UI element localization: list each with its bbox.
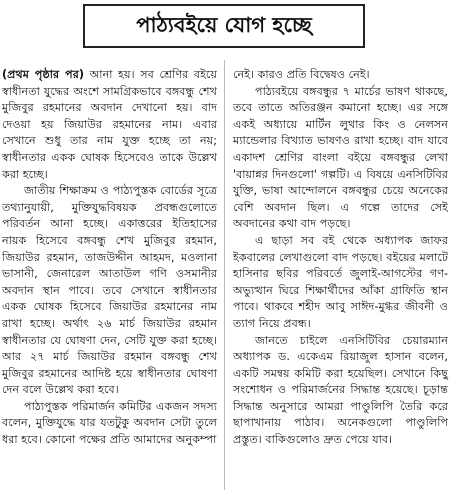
column-divider — [224, 60, 225, 490]
article-column-left — [2, 67, 217, 449]
paragraph-text: আনা হয়। সব শ্রেণির বইয়ে স্বাধীনতা যুদ্ধের অংশে সামগ্রিকভাবে বঙ্গবন্ধু শেখ মুজিবুর রহমানের অবদান দেখানো হয়। বাদ দেওয়া হয় জিয়াউর রহমানের নাম। এবার সেখানে শুধু তার নাম যুক্ত হচ্ছে তা নয়; স্বাধীনতার একক ঘোষক হিসেবেও তাকে উল্লেখ করা হচ্ছে। — [2, 68, 217, 181]
article-paragraph: এ ছাড়া সব বই থেকে অধ্যাপক জাফর ইকবালের লেখাগুলো বাদ পড়ছে। বইয়ের মলাটে হাসিনার ছবির পরিবর্তে জুলাই-আগস্টের গণ-অভ্যুত্থান ঘিরে শিক্ষার্থীদের আঁকা গ্রাফিতি স্থান পাবে। থাকবে শহীদ আবু সাঈদ-মুগ্ধর জীবনী ও ত্যাগ নিয়ে প্রবন্ধ। — [233, 233, 448, 330]
article-paragraph: পাঠ্যপুস্তক পরিমার্জন কমিটির একজন সদস্য বলেন, মুক্তিযুদ্ধে যার যতটুকু অবদান সেটা তুলে ধরা হবে। কোনো পক্ষের প্রতি আমাদের অনুকম্পা — [2, 399, 217, 447]
headline: পাঠ্যবইয়ে যোগ হচ্ছে — [136, 12, 312, 37]
article-paragraph — [2, 67, 217, 183]
continued-label: (প্রথম পৃষ্ঠার পর) — [2, 68, 84, 81]
article-paragraph: পাঠ্যবইয়ে বঙ্গবন্ধুর ৭ মার্চের ভাষণ থাকছে, তবে তাতে অতিরঞ্জন কমানো হচ্ছে। এর সঙ্গে একই অধ্যায়ে মার্টিন লুথার কিং ও নেলসন ম্যান্ডেলার বিখ্যাত ভাষণও রাখা হচ্ছে। বাদ যাবে একাদশ শ্রেণির বাংলা বইয়ে বঙ্গবন্ধুর লেখা 'বায়ান্নর দিনগুলো' গল্পটি। এ বিষয়ে এনসিটিবির যুক্তি, ভাষা আন্দোলনে বঙ্গবন্ধুর চেয়ে অনেকের বেশি অবদান ছিল। এ গল্পে তাদের সেই অবদানের কথা বাদ পড়ছে। — [233, 84, 448, 231]
article-paragraph: নেই। কারও প্রতি বিদ্বেষও নেই। — [233, 68, 370, 81]
article-paragraph: জাতীয় শিক্ষাক্রম ও পাঠ্যপুস্তক বোর্ডের সূত্রে তথ্যানুযায়ী, মুক্তিযুদ্ধবিষয়ক প্রবন্ধগুলোতে পরিবর্তন আনা হচ্ছে। একাত্তরের ইতিহাসের নায়ক হিসেবে বঙ্গবন্ধু শেখ মুজিবুর রহমান, জিয়াউর রহমান, তাজউদ্দীন আহমদ, মওলানা ভাসানী, জেনারেল আতাউল গণি ওসমানীর অবদান স্থান পাবে। তবে সেখানে স্বাধীনতার একক ঘোষক হিসেবে জিয়াউর রহমানের নাম রাখা হচ্ছে। অর্থাৎ ২৬ মার্চ জিয়াউর রহমান স্বাধীনতার যে ঘোষণা দেন, সেটি যুক্ত করা হচ্ছে। আর ২৭ মার্চ জিয়াউর রহমান বঙ্গবন্ধু শেখ মুজিবুর রহমানের আদিষ্ট হয়ে স্বাধীনতার ঘোষণা দেন বলে উল্লেখ করা হবে। — [2, 184, 217, 397]
headline-box — [83, 4, 365, 48]
article-paragraph: জানতে চাইলে এনসিটিবির চেয়ারম্যান অধ্যাপক ড. একেএম রিয়াজুল হাসান বলেন, একটি সমন্বয় কমিটি করা হয়েছিল। সেখানে কিছু সংশোধন ও পরিমার্জনের সিদ্ধান্ত হয়েছে। চূড়ান্ত সিদ্ধান্ত অনুসারে আমরা পাণ্ডুলিপি তৈরি করে ছাপাখানায় পাঠাব। অনেকগুলো পাণ্ডুলিপি প্রস্তুত। বাকিগুলোও দ্রুত পেয়ে যাব। — [233, 333, 448, 447]
article-column-right — [233, 67, 448, 449]
